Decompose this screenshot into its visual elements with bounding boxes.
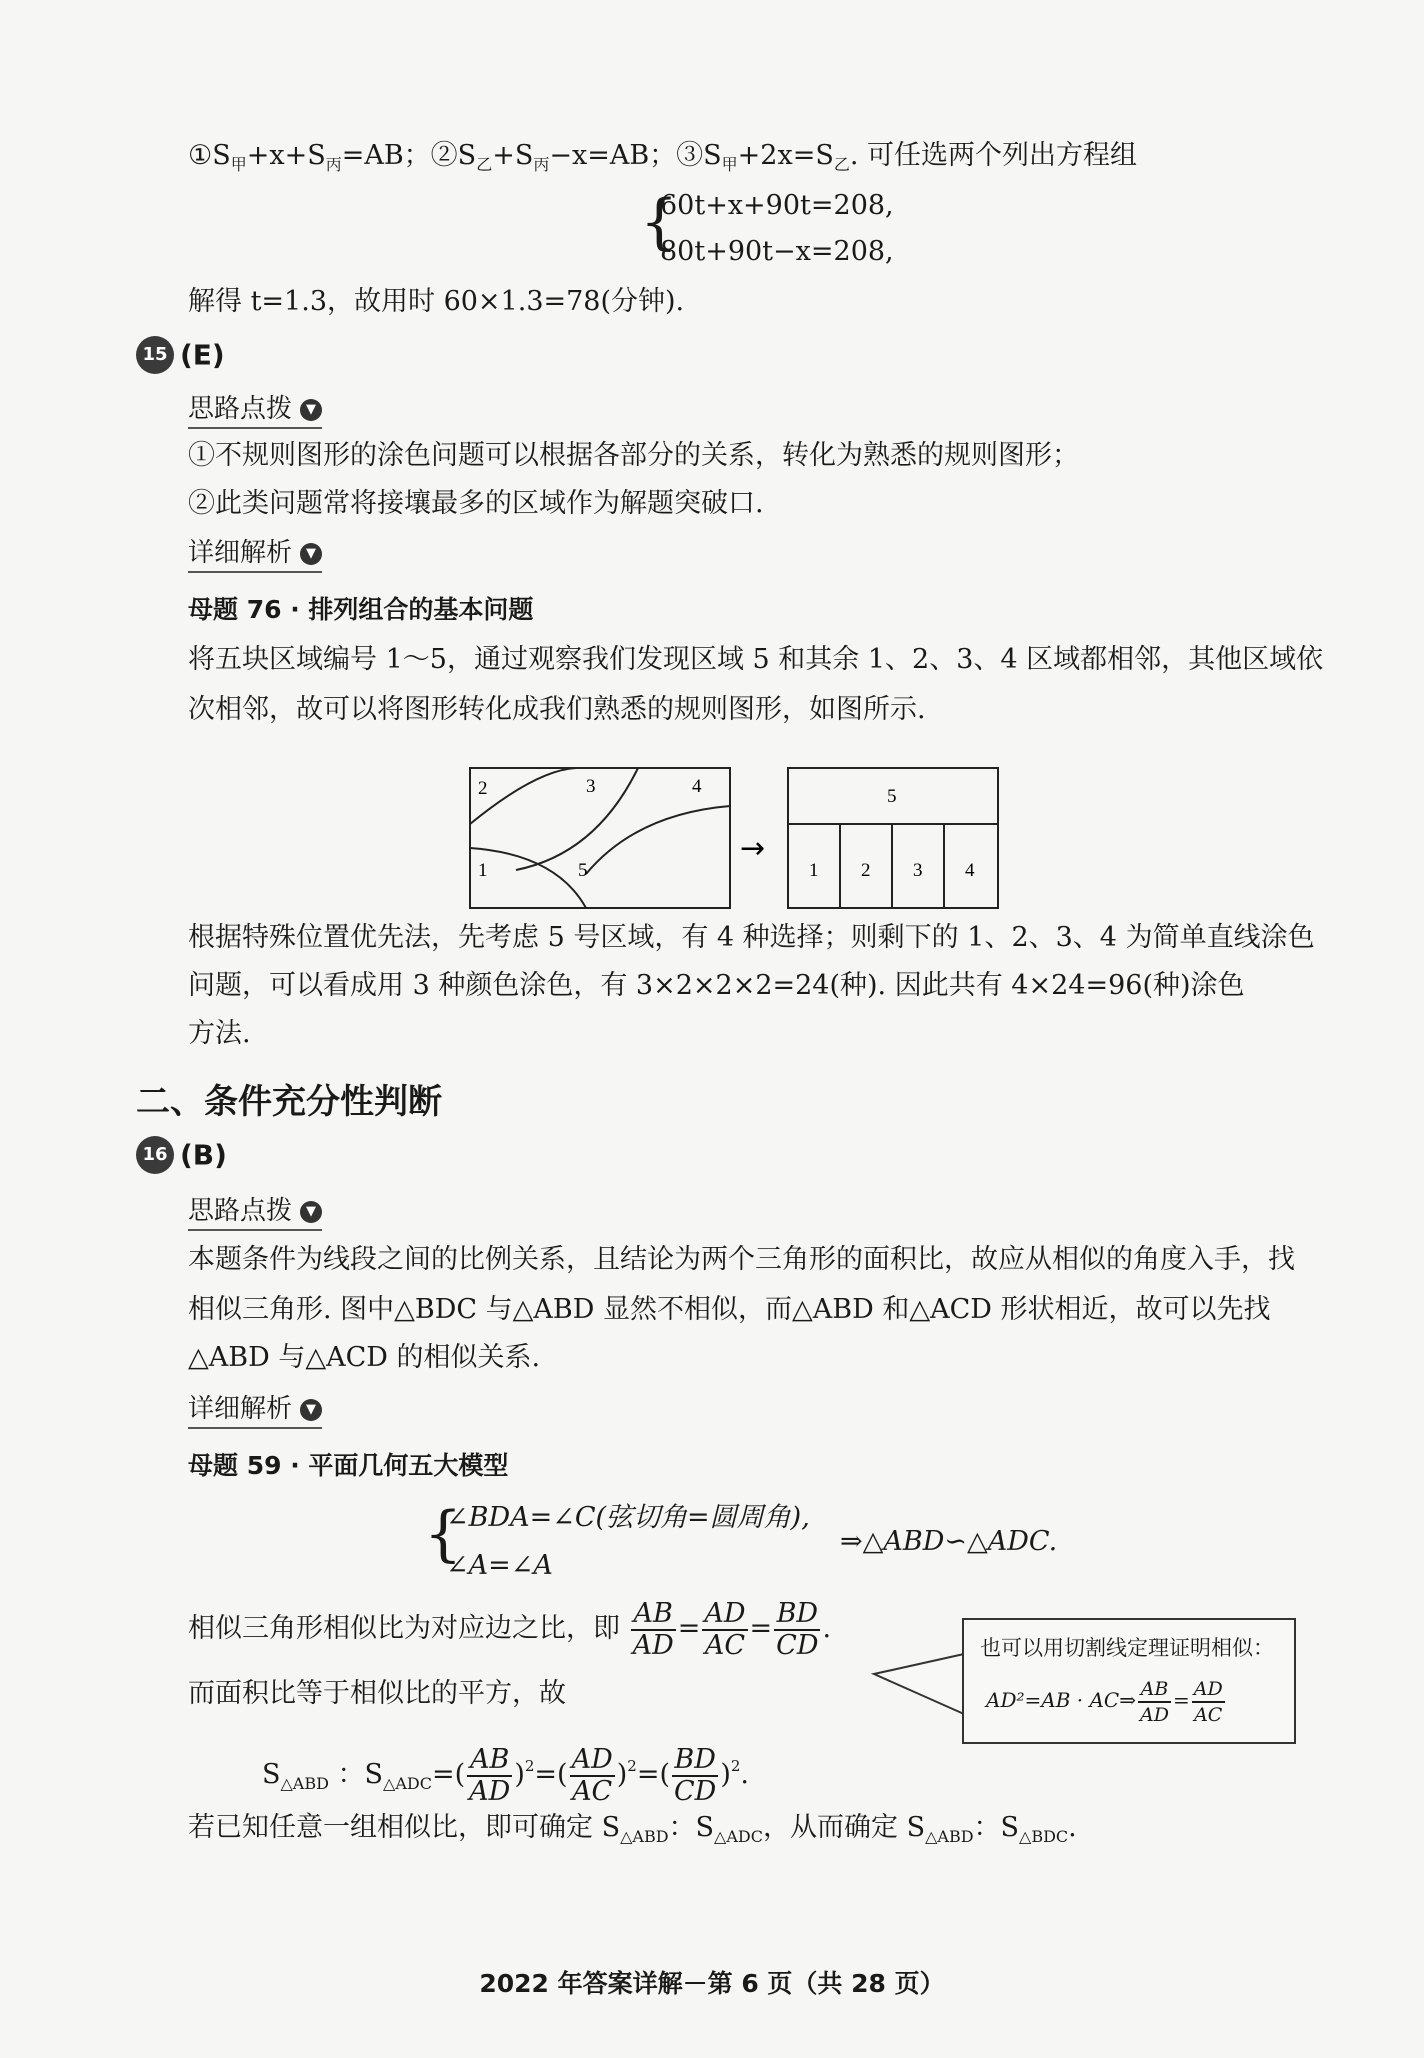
q15-hint-1: ①不规则图形的涂色问题可以根据各部分的关系，转化为熟悉的规则图形； xyxy=(188,440,1079,471)
q15-detail-heading: 详细解析 ▼ xyxy=(188,532,322,573)
sub-jia-2: 甲 xyxy=(721,155,738,174)
right-region-2: 2 xyxy=(861,860,871,881)
frac-ad-ac: $\frac{AD}{AC}$ xyxy=(704,1597,746,1661)
q16-answer: (B) xyxy=(180,1138,227,1172)
similarity-condition-2: ∠A=∠A xyxy=(446,1550,553,1581)
left-region-5: 5 xyxy=(578,860,588,881)
right-region-5: 5 xyxy=(887,786,897,807)
transform-arrow: → xyxy=(740,831,766,866)
area-ratio-formula: $S_{\triangle ABD}$ ：$S_{\triangle ADC}=$( $\frac{AB}{AD}$ )$^2$=( $\frac{AD}{AC}$ )$^2$=( $\frac{BD}{CD}$ )$^2$. xyxy=(262,1743,749,1807)
callout-title: 也可以用切割线定理证明相似： xyxy=(980,1636,1274,1660)
section-heading: 二、条件充分性判断 xyxy=(136,1082,442,1122)
q16-answer-badge xyxy=(136,1136,248,1176)
q15-number: 15 xyxy=(136,336,174,374)
ratio-line: 相似三角形相似比为对应边之比，即 $\frac{AB}{AD}$ = $\frac{AD}{AC}$ = $\frac{BD}{CD}$ . xyxy=(188,1597,832,1661)
q14-solution: 解得 t=1.3，故用时 60×1.3=78(分钟). xyxy=(188,286,685,317)
right-region-1: 1 xyxy=(809,860,819,881)
similarity-result: ⇒△ABD∽△ADC. xyxy=(840,1526,1058,1557)
q16-hint-2: 相似三角形. 图中△BDC 与△ABD 显然不相似，而△ABD 和△ACD 形状相近，故可以先找 xyxy=(188,1294,1271,1325)
q15-mother-title: 母题 76 · 排列组合的基本问题 xyxy=(188,595,534,624)
area-ratio-text: 而面积比等于相似比的平方，故 xyxy=(188,1678,566,1709)
callout-note xyxy=(962,1618,1296,1744)
q16-hint-1: 本题条件为线段之间的比例关系，且结论为两个三角形的面积比，故应从相似的角度入手，找 xyxy=(188,1244,1295,1275)
q15-answer: (E) xyxy=(180,338,225,372)
frac-ad-ac-2: $\frac{AD}{AC}$ xyxy=(571,1743,613,1807)
q15-hint-2: ②此类问题常将接壤最多的区域作为解题突破口. xyxy=(188,488,764,519)
chevron-down-icon: ▼ xyxy=(300,1399,322,1421)
frac-bd-cd: $\frac{BD}{CD}$ xyxy=(776,1597,819,1661)
region-coloring-figure xyxy=(466,764,1006,912)
left-region-1: 1 xyxy=(478,860,488,881)
callout-equation: AD²=AB · AC⇒ $\frac{AB}{AD}$ = $\frac{AD}{AC}$ xyxy=(986,1677,1223,1726)
q15-hint-heading: 思路点拨 ▼ xyxy=(188,388,322,429)
left-region-2: 2 xyxy=(478,778,488,799)
left-region-4: 4 xyxy=(692,776,702,797)
q16-detail-heading: 详细解析 ▼ xyxy=(188,1388,322,1429)
similarity-condition-1: ∠BDA=∠C(弦切角=圆周角), xyxy=(446,1502,810,1533)
q16-conclusion: 若已知任意一组相似比，即可确定 $S_{\triangle ABD}$：$S_{\triangle ADC}$，从而确定 $S_{\triangle ABD}$：$S_{\triangle BDC}$. xyxy=(188,1812,1077,1846)
q15-para-3: 根据特殊位置优先法，先考虑 5 号区域，有 4 种选择；则剩下的 1、2、3、4 为简单直线涂色 xyxy=(188,922,1315,953)
equation-system-brace: { xyxy=(640,187,679,257)
equation-2: 80t+90t−x=208, xyxy=(660,236,894,267)
q15-para-2: 次相邻，故可以将图形转化成我们熟悉的规则图形，如图所示. xyxy=(188,694,926,725)
frac-bd-cd-2: $\frac{BD}{CD}$ xyxy=(674,1743,717,1807)
equation-1: 60t+x+90t=208, xyxy=(660,190,894,221)
chevron-down-icon: ▼ xyxy=(300,1201,322,1223)
chevron-down-icon: ▼ xyxy=(300,543,322,565)
chevron-down-icon: ▼ xyxy=(300,399,322,421)
q16-mother-title: 母题 59 · 平面几何五大模型 xyxy=(188,1451,509,1480)
q14-equation-line: $①S_甲+x+S_丙=AB$；$②S_乙+S_丙-x=AB$；$③S_甲+2x=S_乙$. 可任选两个列出方程组 xyxy=(188,140,1138,174)
left-region-3: 3 xyxy=(586,776,596,797)
similarity-system-brace: { xyxy=(424,1499,463,1569)
q15-para-1: 将五块区域编号 1～5，通过观察我们发现区域 5 和其余 1、2、3、4 区域都相邻，其他区域依 xyxy=(188,644,1324,675)
q15-para-4: 问题，可以看成用 3 种颜色涂色，有 3×2×2×2=24(种). 因此共有 4×24=96(种)涂色 xyxy=(188,970,1245,1001)
q16-hint-heading: 思路点拨 ▼ xyxy=(188,1190,322,1231)
right-region-4: 4 xyxy=(965,860,975,881)
q15-answer-badge xyxy=(136,336,248,376)
q16-number: 16 xyxy=(136,1136,174,1174)
sub-yi-2: 乙 xyxy=(833,155,850,174)
q15-para-5: 方法. xyxy=(188,1018,251,1049)
frac-ab-ad: $\frac{AB}{AD}$ xyxy=(632,1597,674,1661)
frac-ab-ad-2: $\frac{AB}{AD}$ xyxy=(469,1743,511,1807)
callout-pointer xyxy=(870,1650,966,1720)
q16-hint-3: △ABD 与△ACD 的相似关系. xyxy=(188,1342,541,1373)
right-region-3: 3 xyxy=(913,860,923,881)
sub-bing-2: 丙 xyxy=(533,155,550,174)
page-footer: 2022 年答案详解－第 6 页（共 28 页） xyxy=(479,1969,945,1998)
